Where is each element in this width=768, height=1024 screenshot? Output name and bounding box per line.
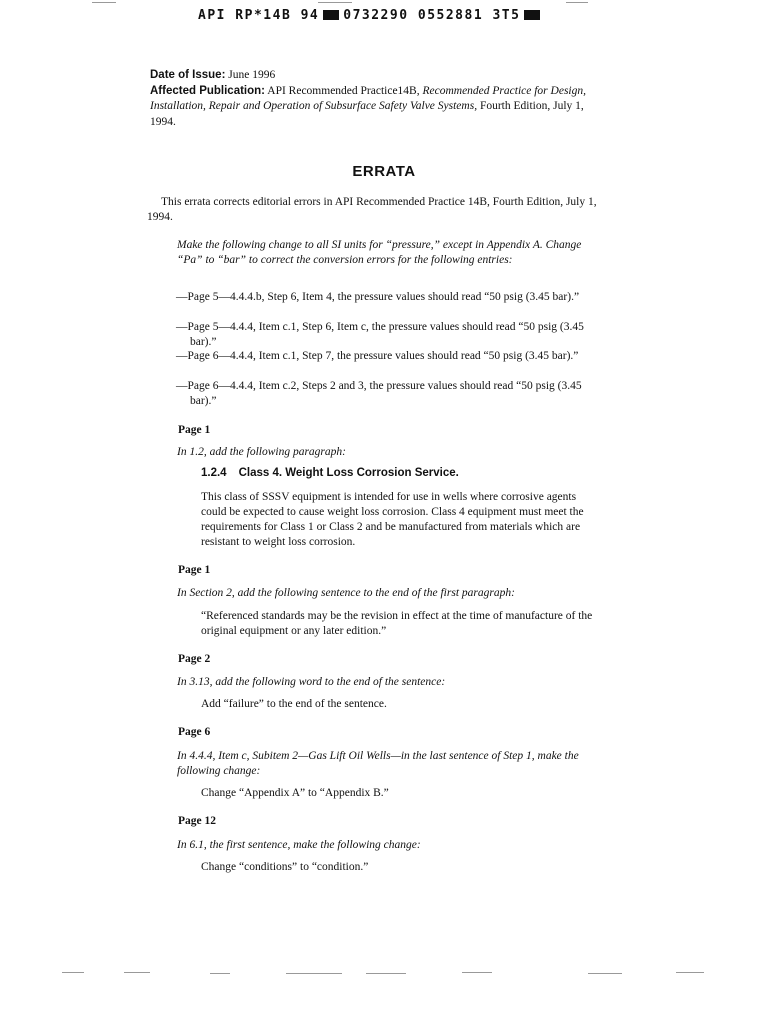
affected-publication [150,84,612,131]
date-of-issue [150,68,612,84]
affected-publication-label: Affected Publication: [150,84,266,97]
publication-meta [150,68,612,130]
subsection-heading [201,467,459,479]
scan-artifact [366,973,406,974]
scan-artifact [676,972,704,973]
header-code: API RP*14B 94 [198,8,320,23]
section-page-label: Page 6 [178,726,211,738]
header-block-mark [524,10,540,20]
scan-artifact [124,972,150,973]
section-page-label: Page 2 [178,653,211,665]
section-instruction: In Section 2, add the following sentence to the end of the first paragraph: [177,587,515,599]
scan-artifact [318,2,352,3]
scan-artifact [588,973,622,974]
section-instruction: In 3.13, add the following word to the end of the sentence: [177,676,446,688]
section-instruction: In 4.4.4, Item c, Subitem 2—Gas Lift Oil Wells—in the last sentence of Step 1, make the following change: [177,750,579,777]
section-page-label: Page 12 [178,815,217,827]
date-of-issue-label: Date of Issue: [150,69,226,81]
section-page-label: Page 1 [178,424,211,436]
errata-entry: —Page 5—4.4.4, Item c.1, Step 6, Item c, the pressure values should read “50 psig (3.45 bar).” [176,321,584,348]
section-text: “Referenced standards may be the revision in effect at the time of manufacture of the original equipment or any later edition.” [201,610,593,637]
errata-entry: —Page 5—4.4.4.b, Step 6, Item 4, the pressure values should read “50 psig (3.45 bar).” [176,291,580,303]
section-text: Add “failure” to the end of the sentence. [201,698,387,710]
scan-artifact [92,2,116,3]
date-of-issue-value: June 1996 [228,69,276,81]
si-instruction: Make the following change to all SI units for “pressure,” except in Appendix A. Change “Pa” to “bar” to correct the conversion errors for the following entries: [177,239,582,266]
affected-publication-title: Recommended Practice for Design, Installation, Repair and Operation of Subsurface Safety Valve Systems, [150,84,586,112]
errata-entry: —Page 6—4.4.4, Item c.2, Steps 2 and 3, the pressure values should read “50 psig (3.45 bar).” [176,380,582,407]
scan-artifact [210,973,230,974]
affected-publication-prefix: API Recommended Practice14B, [267,84,420,97]
scan-artifact [566,2,588,3]
scan-artifact [462,972,492,973]
scan-artifact [62,972,84,973]
section-text: Change “Appendix A” to “Appendix B.” [201,787,389,799]
header-serial: 0732290 0552881 3T5 [343,8,521,23]
header-block-mark [323,10,339,20]
page-title: ERRATA [352,163,416,180]
document-header [198,8,544,23]
intro-paragraph: This errata corrects editorial errors in API Recommended Practice 14B, Fourth Edition, July 1, 1994. [147,196,597,223]
section-instruction: In 1.2, add the following paragraph: [177,446,346,458]
scan-artifact [286,973,342,974]
subsection-title: Class 4. Weight Loss Corrosion Service. [238,467,459,479]
subsection-number: 1.2.4 [201,467,227,479]
section-text: This class of SSSV equipment is intended for use in wells where corrosive agents could be expected to cause weight loss corrosion. Class 4 equipment must meet the requirements for Class 1 or Class 2 and be manufactured from materials which are resistant to weight loss corrosion. [201,491,584,548]
section-text: Change “conditions” to “condition.” [201,861,369,873]
section-page-label: Page 1 [178,564,211,576]
affected-publication-suffix: Fourth Edition, July 1, 1994. [150,100,584,128]
section-instruction: In 6.1, the first sentence, make the following change: [177,839,421,851]
errata-entry: —Page 6—4.4.4, Item c.1, Step 7, the pressure values should read “50 psig (3.45 bar).” [176,350,579,362]
